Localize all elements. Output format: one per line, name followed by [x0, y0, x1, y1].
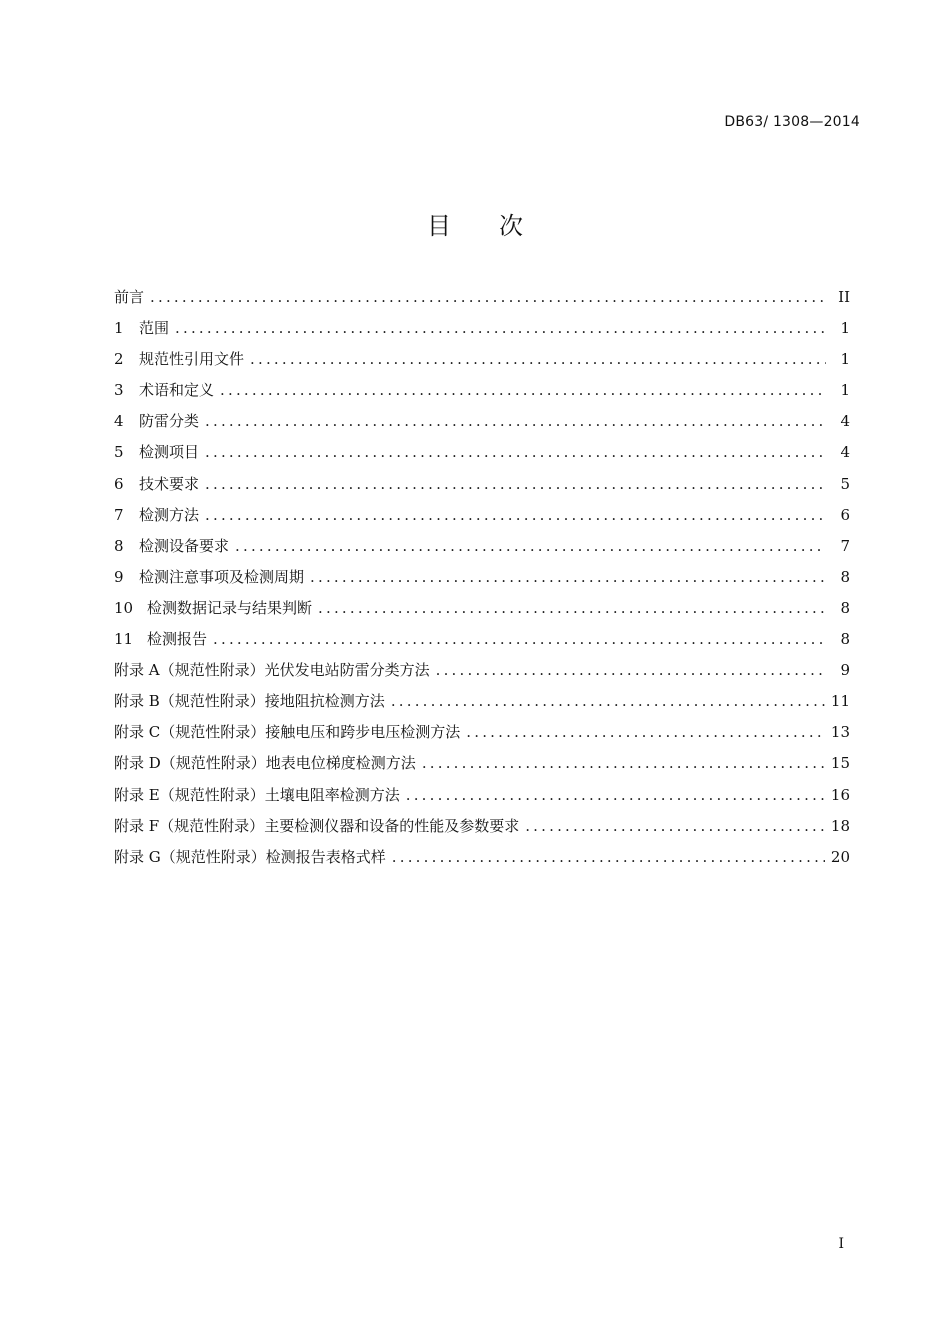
toc-label: 土壤电阻率检测方法	[264, 785, 400, 804]
toc-label: 术语和定义	[139, 381, 215, 400]
toc-leader-dots	[392, 846, 825, 868]
toc-label: 检测方法	[139, 505, 200, 524]
toc-entry-appendix-e[interactable]	[114, 784, 850, 815]
toc-entry-appendix-a[interactable]	[114, 659, 850, 690]
toc-entry-appendix-d[interactable]	[114, 752, 850, 783]
toc-label: 光伏发电站防雷分类方法	[264, 661, 430, 680]
toc-section-number: 3	[114, 381, 124, 400]
toc-entry-8[interactable]	[114, 535, 850, 566]
toc-page-number: 16	[830, 785, 850, 804]
toc-entry-2[interactable]	[114, 348, 850, 379]
toc-label: 接触电压和跨步电压检测方法	[265, 723, 461, 742]
toc-page-number: 1	[840, 350, 850, 369]
toc-leader-dots	[205, 441, 826, 463]
toc-leader-dots	[250, 348, 826, 370]
toc-section-number: 7	[114, 505, 124, 524]
toc-page-number: 4	[840, 412, 850, 431]
toc-leader-dots	[205, 410, 826, 432]
toc-leader-dots	[220, 379, 826, 401]
toc-page-number: 20	[830, 847, 850, 866]
appendix-prefix: 附录 F（规范性附录）	[114, 816, 265, 835]
toc-entry-3[interactable]	[114, 379, 850, 410]
toc-label: 主要检测仪器和设备的性能及参数要求	[264, 816, 520, 835]
toc-section-number: 9	[114, 567, 124, 586]
toc-page-number: 8	[840, 598, 850, 617]
toc-entry-foreword[interactable]	[114, 286, 850, 317]
toc-label: 检测报告	[147, 630, 208, 649]
appendix-prefix: 附录 D（规范性附录）	[114, 754, 266, 773]
appendix-prefix: 附录 E（规范性附录）	[114, 785, 265, 804]
toc-entry-7[interactable]	[114, 504, 850, 535]
toc-leader-dots	[391, 690, 825, 712]
toc-entry-9[interactable]	[114, 566, 850, 597]
toc-label: 技术要求	[139, 474, 200, 493]
toc-leader-dots	[213, 628, 826, 650]
table-of-contents	[114, 286, 850, 877]
toc-entry-1[interactable]	[114, 317, 850, 348]
toc-label: 检测项目	[139, 443, 200, 462]
toc-page-number: 5	[840, 474, 850, 493]
document-code: DB63/ 1308—2014	[724, 114, 860, 130]
toc-section-number: 6	[114, 474, 124, 493]
toc-page-number: 6	[840, 505, 850, 524]
toc-section-number: 1	[114, 319, 124, 338]
toc-leader-dots	[175, 317, 826, 339]
toc-page-number: 9	[840, 661, 850, 680]
toc-entry-5[interactable]	[114, 441, 850, 472]
toc-leader-dots	[310, 566, 826, 588]
toc-leader-dots	[235, 535, 826, 557]
toc-leader-dots	[436, 659, 826, 681]
toc-page-number: 1	[840, 381, 850, 400]
toc-section-number: 2	[114, 350, 124, 369]
toc-page-number: 8	[840, 567, 850, 586]
toc-entry-appendix-c[interactable]	[114, 721, 850, 752]
toc-page-number: 8	[840, 630, 850, 649]
toc-leader-dots	[205, 473, 826, 495]
toc-leader-dots	[466, 721, 825, 743]
toc-leader-dots	[318, 597, 826, 619]
toc-label: 规范性引用文件	[139, 350, 245, 369]
toc-entry-4[interactable]	[114, 410, 850, 441]
page-title	[0, 206, 950, 241]
toc-section-number: 8	[114, 536, 124, 555]
toc-leader-dots	[525, 815, 825, 837]
toc-page-number: 7	[840, 536, 850, 555]
toc-section-number: 10	[114, 598, 134, 617]
toc-entry-11[interactable]	[114, 628, 850, 659]
toc-entry-appendix-b[interactable]	[114, 690, 850, 721]
toc-page-number: 15	[830, 754, 850, 773]
toc-entry-appendix-g[interactable]	[114, 846, 850, 877]
appendix-prefix: 附录 B（规范性附录）	[114, 692, 265, 711]
toc-page-number: 18	[830, 816, 850, 835]
toc-page-number: 11	[830, 692, 850, 711]
toc-section-number: 11	[114, 630, 134, 649]
toc-section-number: 5	[114, 443, 124, 462]
toc-label: 检测注意事项及检测周期	[139, 567, 305, 586]
toc-label: 防雷分类	[139, 412, 200, 431]
appendix-prefix: 附录 C（规范性附录）	[114, 723, 266, 742]
toc-leader-dots	[422, 752, 825, 774]
toc-entry-appendix-f[interactable]	[114, 815, 850, 846]
toc-label: 检测数据记录与结果判断	[147, 598, 313, 617]
appendix-prefix: 附录 A（规范性附录）	[114, 661, 265, 680]
toc-label: 地表电位梯度检测方法	[265, 754, 416, 773]
toc-page-number: 13	[830, 723, 850, 742]
toc-page-number: 4	[840, 443, 850, 462]
title-char-1: 目	[427, 212, 451, 240]
toc-page-number: II	[838, 288, 850, 306]
toc-entry-6[interactable]	[114, 473, 850, 504]
toc-entry-10[interactable]	[114, 597, 850, 628]
toc-label: 检测报告表格式样	[265, 847, 386, 866]
toc-label: 范围	[139, 319, 170, 338]
title-char-2: 次	[499, 212, 523, 240]
toc-leader-dots	[406, 784, 825, 806]
toc-leader-dots	[150, 286, 826, 308]
toc-page-number: 1	[840, 319, 850, 338]
toc-leader-dots	[205, 504, 826, 526]
toc-label: 前言	[114, 288, 145, 306]
appendix-prefix: 附录 G（规范性附录）	[114, 847, 266, 866]
footer-page-number: I	[838, 1236, 844, 1252]
toc-label: 接地阻抗检测方法	[264, 692, 385, 711]
toc-label: 检测设备要求	[139, 536, 230, 555]
toc-section-number: 4	[114, 412, 124, 431]
